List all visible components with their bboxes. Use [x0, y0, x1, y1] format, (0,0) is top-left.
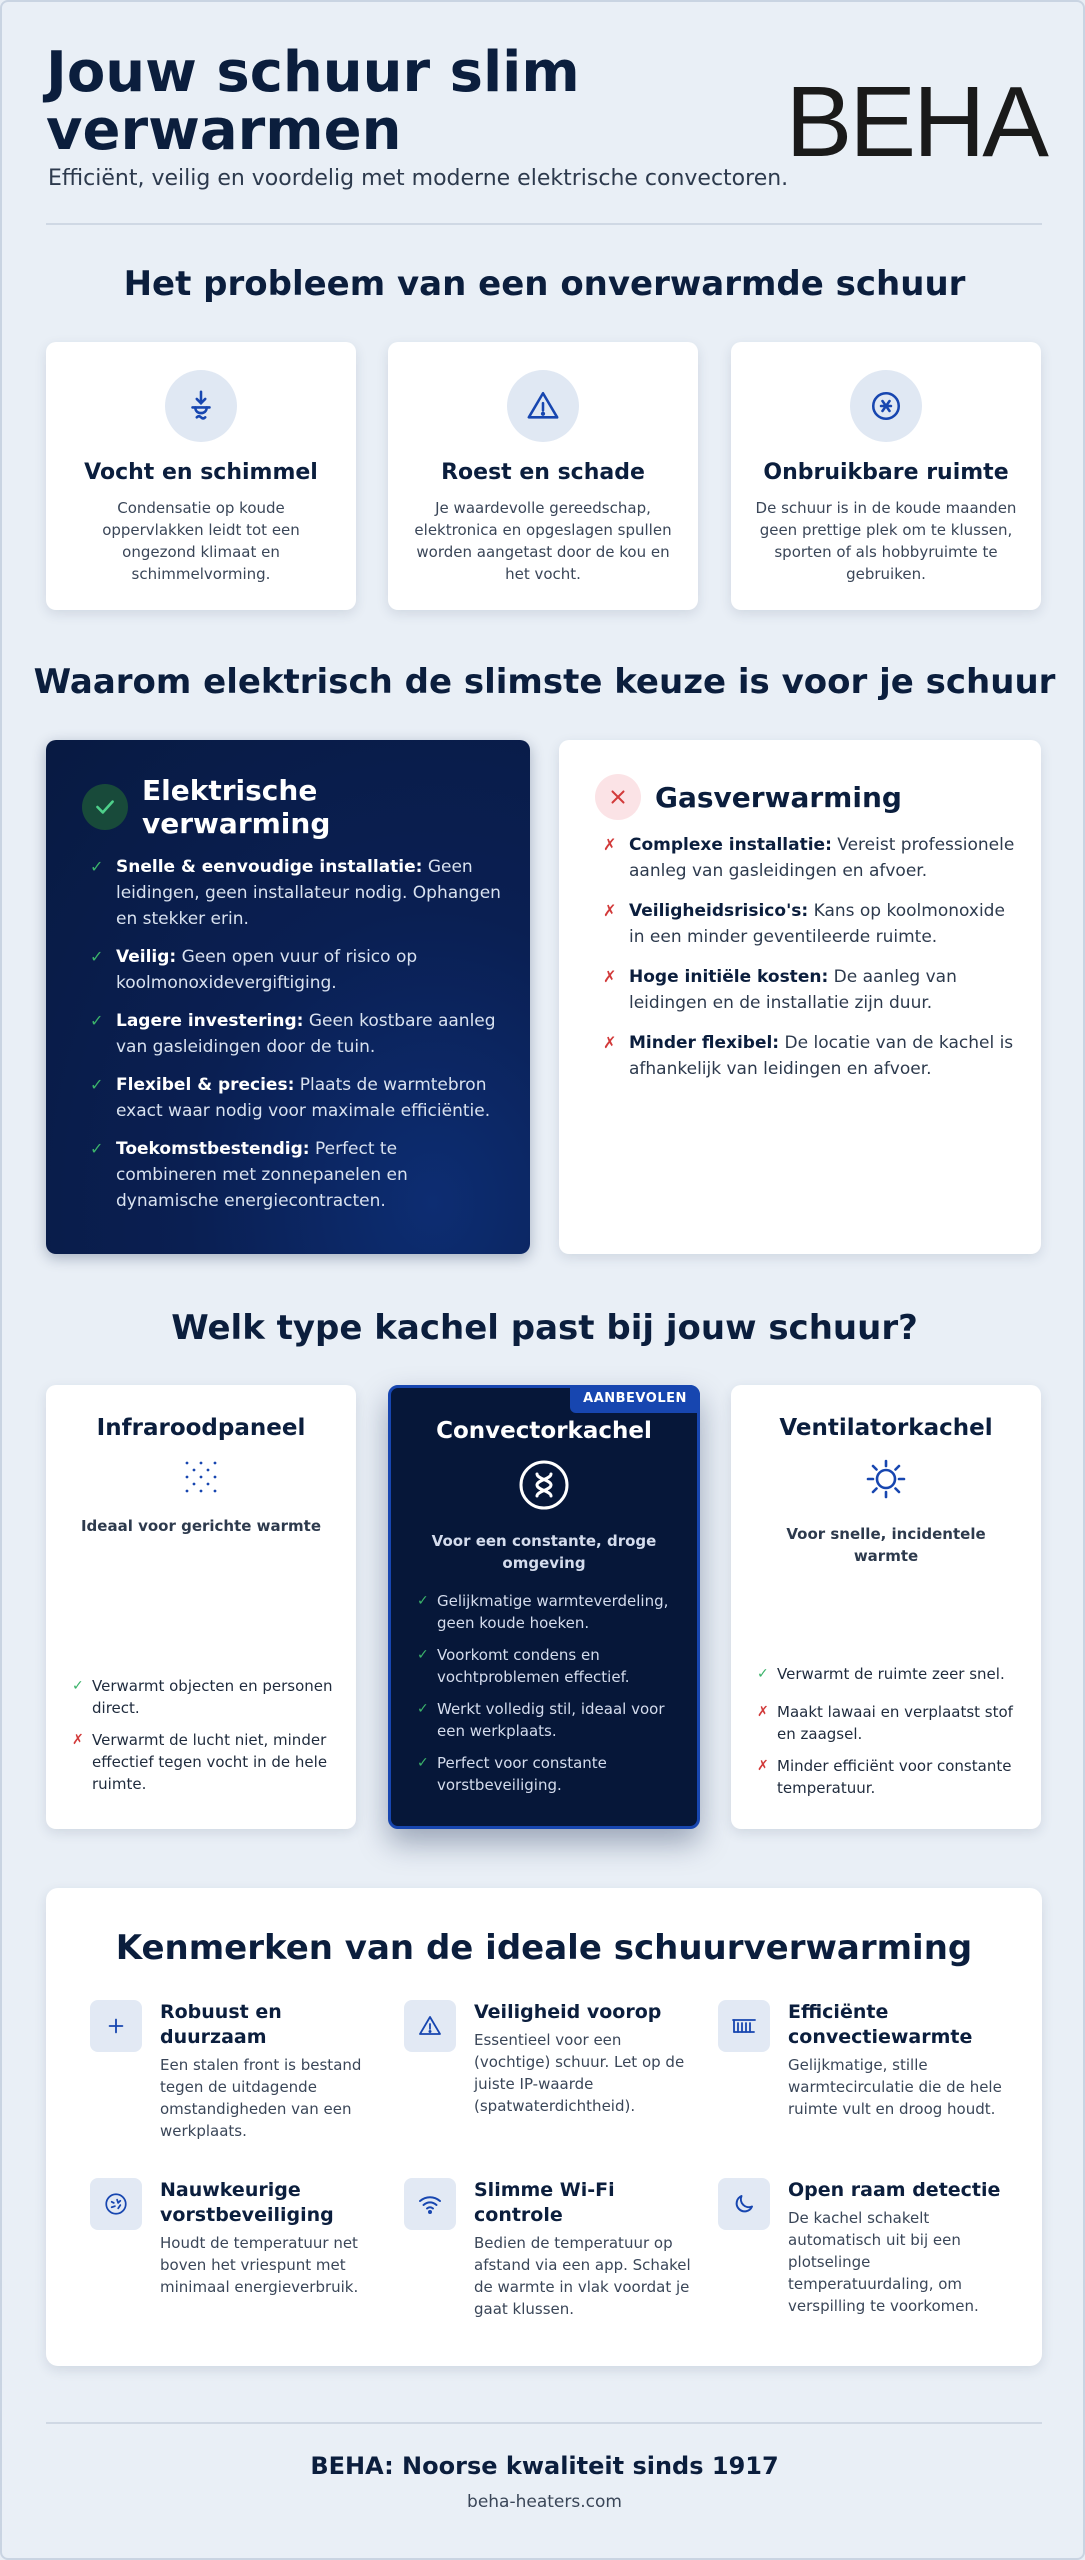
list-item: ✗ Maakt lawaai en verplaatst stof en zaagsel.	[757, 1703, 1013, 1743]
check-icon: ✓	[90, 1011, 104, 1030]
list-item: ✓ Voorkomt condens en vochtproblemen effectief.	[417, 1646, 630, 1686]
infrared-card-title: Infraroodpaneel	[96, 1415, 306, 1441]
feature-text: Gelijkmatige, stille warmtecirculatie die de hele ruimte vult en droog houdt.	[788, 2056, 1002, 2118]
water-drip-icon	[165, 370, 237, 442]
feature-title: Slimme Wi-Fi controle	[474, 2179, 615, 2226]
feature-title: Open raam detectie	[788, 2179, 1001, 2201]
fan-heater-card-subtitle: Voor snelle, incidentele warmte	[786, 1525, 986, 1565]
check-icon: ✓	[90, 1075, 104, 1094]
convector-card	[388, 1385, 700, 1829]
feature-safety	[404, 2000, 694, 2117]
features-panel	[46, 1888, 1042, 2366]
warning-icon	[404, 2000, 456, 2052]
problem-card-moisture	[46, 342, 356, 610]
list-item: ✓ Snelle & eenvoudige installatie: Geen leidingen, geen installateur nodig. Ophangen en stekker erin.	[82, 854, 502, 932]
header	[46, 40, 1046, 194]
infrared-card-subtitle: Ideaal voor gerichte warmte	[80, 1517, 322, 1535]
feature-text: Bedien de temperatuur op afstand via een app. Schakel de warmte in vlak voordat je gaat klussen.	[474, 2234, 691, 2318]
gas-card-header	[595, 774, 902, 820]
feature-title: Robuust en duurzaam	[160, 2001, 282, 2048]
list-item: ✓ Verwarmt objecten en personen direct.	[72, 1677, 333, 1717]
x-icon: ✗	[757, 1758, 769, 1774]
features-title: Kenmerken van de ideale schuurverwarming	[115, 1928, 973, 1968]
fan-heater-card	[731, 1385, 1041, 1829]
check-icon: ✓	[757, 1666, 769, 1682]
sun-icon	[731, 1455, 1041, 1511]
feature-frost	[90, 2178, 380, 2298]
page-subtitle: Efficiënt, veilig en voordelig met moderne elektrische convectoren.	[48, 166, 789, 191]
close-icon	[595, 774, 641, 820]
feature-robust	[90, 2000, 380, 2142]
feature-open-window	[718, 2178, 1008, 2317]
list-item: ✓ Perfect voor constante vorstbeveiliging.	[417, 1754, 607, 1794]
problem-card-title: Roest en schade	[441, 460, 645, 485]
feature-convection	[718, 2000, 1008, 2120]
electric-card	[46, 740, 530, 1254]
moon-icon	[718, 2178, 770, 2230]
check-icon: ✓	[417, 1755, 429, 1771]
types-section-title: Welk type kachel past bij jouw schuur?	[171, 1308, 918, 1348]
check-icon: ✓	[72, 1678, 84, 1694]
footer-title: BEHA: Noorse kwaliteit sinds 1917	[310, 2452, 779, 2480]
check-icon: ✓	[417, 1647, 429, 1663]
fan-heater-card-title: Ventilatorkachel	[779, 1415, 993, 1441]
check-icon: ✓	[90, 857, 104, 876]
x-icon: ✗	[603, 1033, 617, 1052]
convector-list	[417, 1590, 679, 1806]
x-icon: ✗	[603, 901, 617, 920]
problem-card-rust	[388, 342, 698, 610]
feature-text: Essentieel voor een (vochtige) schuur. Let op de juiste IP-waarde (spatwaterdichtheid).	[474, 2031, 685, 2115]
feature-text: Een stalen front is bestand tegen de uitdagende omstandigheden van een werkplaats.	[160, 2056, 362, 2140]
plus-icon	[90, 2000, 142, 2052]
gas-card-title: Gasverwarming	[655, 780, 902, 814]
snowflake-icon	[850, 370, 922, 442]
convector-card-title: Convectorkachel	[436, 1418, 652, 1444]
recommended-badge: AANBEVOLEN	[570, 1385, 700, 1413]
problem-card-text: Condensatie op koude oppervlakken leidt tot een ongezond klimaat en schimmelvorming.	[102, 499, 300, 583]
feature-text: Houdt de temperatuur net boven het vriespunt met minimaal energieverbruik.	[160, 2234, 359, 2296]
check-icon: ✓	[417, 1701, 429, 1717]
problem-card-unusable	[731, 342, 1041, 610]
convector-icon	[391, 1458, 697, 1516]
electric-card-title: Elektrische verwarming	[142, 774, 331, 840]
problem-card-title: Onbruikbare ruimte	[763, 460, 1009, 485]
warning-icon	[507, 370, 579, 442]
list-item: ✓ Veilig: Geen open vuur of risico op koolmonoxidevergiftiging.	[82, 944, 502, 996]
gas-card	[559, 740, 1041, 1254]
infrared-icon	[46, 1457, 356, 1501]
feature-title: Veiligheid voorop	[474, 2001, 662, 2023]
fan-heater-list	[757, 1663, 1023, 1809]
problem-card-text: De schuur is in de koude maanden geen prettige plek om te klussen, sporten of als hobbyruimte te gebruiken.	[755, 499, 1017, 583]
x-icon: ✗	[603, 835, 617, 854]
page-title: Jouw schuur slim verwarmen	[46, 40, 580, 163]
wifi-icon	[404, 2178, 456, 2230]
list-item: ✓ Lagere investering: Geen kostbare aanleg van gasleidingen door de tuin.	[82, 1008, 502, 1060]
list-item: ✓ Flexibel & precies: Plaats de warmtebron exact waar nodig voor maximale efficiëntie.	[82, 1072, 502, 1124]
convector-card-subtitle: Voor een constante, droge omgeving	[431, 1532, 657, 1572]
electric-card-header	[82, 774, 362, 840]
x-icon: ✗	[757, 1704, 769, 1720]
problem-card-text: Je waardevolle gereedschap, elektronica en opgeslagen spullen worden aangetast door de kou en het vocht.	[414, 499, 672, 583]
list-item: ✗ Verwarmt de lucht niet, minder effectief tegen vocht in de hele ruimte.	[72, 1731, 328, 1793]
footer-url[interactable]: beha-heaters.com	[467, 2492, 622, 2512]
compare-section-title: Waarom elektrisch de slimste keuze is voor je schuur	[33, 662, 1056, 702]
brand-logo: BEHA	[785, 66, 1046, 178]
header-divider	[46, 223, 1042, 225]
electric-pros-list	[82, 854, 502, 1226]
list-item: ✗ Complexe installatie: Vereist professionele aanleg van gasleidingen en afvoer.	[595, 832, 1015, 884]
list-item: ✓ Gelijkmatige warmteverdeling, geen koude hoeken.	[417, 1592, 669, 1632]
frost-icon	[90, 2178, 142, 2230]
list-item: ✗ Minder flexibel: De locatie van de kachel is afhankelijk van leidingen en afvoer.	[595, 1030, 1015, 1082]
check-icon	[82, 784, 128, 830]
x-icon: ✗	[72, 1732, 84, 1748]
check-icon: ✓	[90, 1139, 104, 1158]
feature-wifi	[404, 2178, 694, 2320]
list-item: ✗ Veiligheidsrisico's: Kans op koolmonoxide in een minder geventileerde ruimte.	[595, 898, 1015, 950]
feature-title: Nauwkeurige vorstbeveiliging	[160, 2179, 334, 2226]
list-item: ✓ Verwarmt de ruimte zeer snel.	[757, 1665, 1005, 1683]
feature-title: Efficiënte convectiewarmte	[788, 2001, 973, 2048]
x-icon: ✗	[603, 967, 617, 986]
problem-card-title: Vocht en schimmel	[84, 460, 318, 485]
list-item: ✗ Minder efficiënt voor constante temperatuur.	[757, 1757, 1012, 1797]
feature-text: De kachel schakelt automatisch uit bij een plotselinge temperatuurdaling, om verspilling te voorkomen.	[788, 2209, 979, 2315]
check-icon: ✓	[417, 1593, 429, 1609]
list-item: ✓ Werkt volledig stil, ideaal voor een werkplaats.	[417, 1700, 665, 1740]
list-item: ✓ Toekomstbestendig: Perfect te combineren met zonnepanelen en dynamische energiecontracten.	[82, 1136, 502, 1214]
problem-section-title: Het probleem van een onverwarmde schuur	[123, 264, 966, 304]
infrared-list	[72, 1675, 338, 1805]
heater-icon	[718, 2000, 770, 2052]
list-item: ✗ Hoge initiële kosten: De aanleg van leidingen en de installatie zijn duur.	[595, 964, 1015, 1016]
gas-cons-list	[595, 832, 1015, 1096]
infrared-card	[46, 1385, 356, 1829]
check-icon: ✓	[90, 947, 104, 966]
footer-divider	[46, 2422, 1042, 2424]
